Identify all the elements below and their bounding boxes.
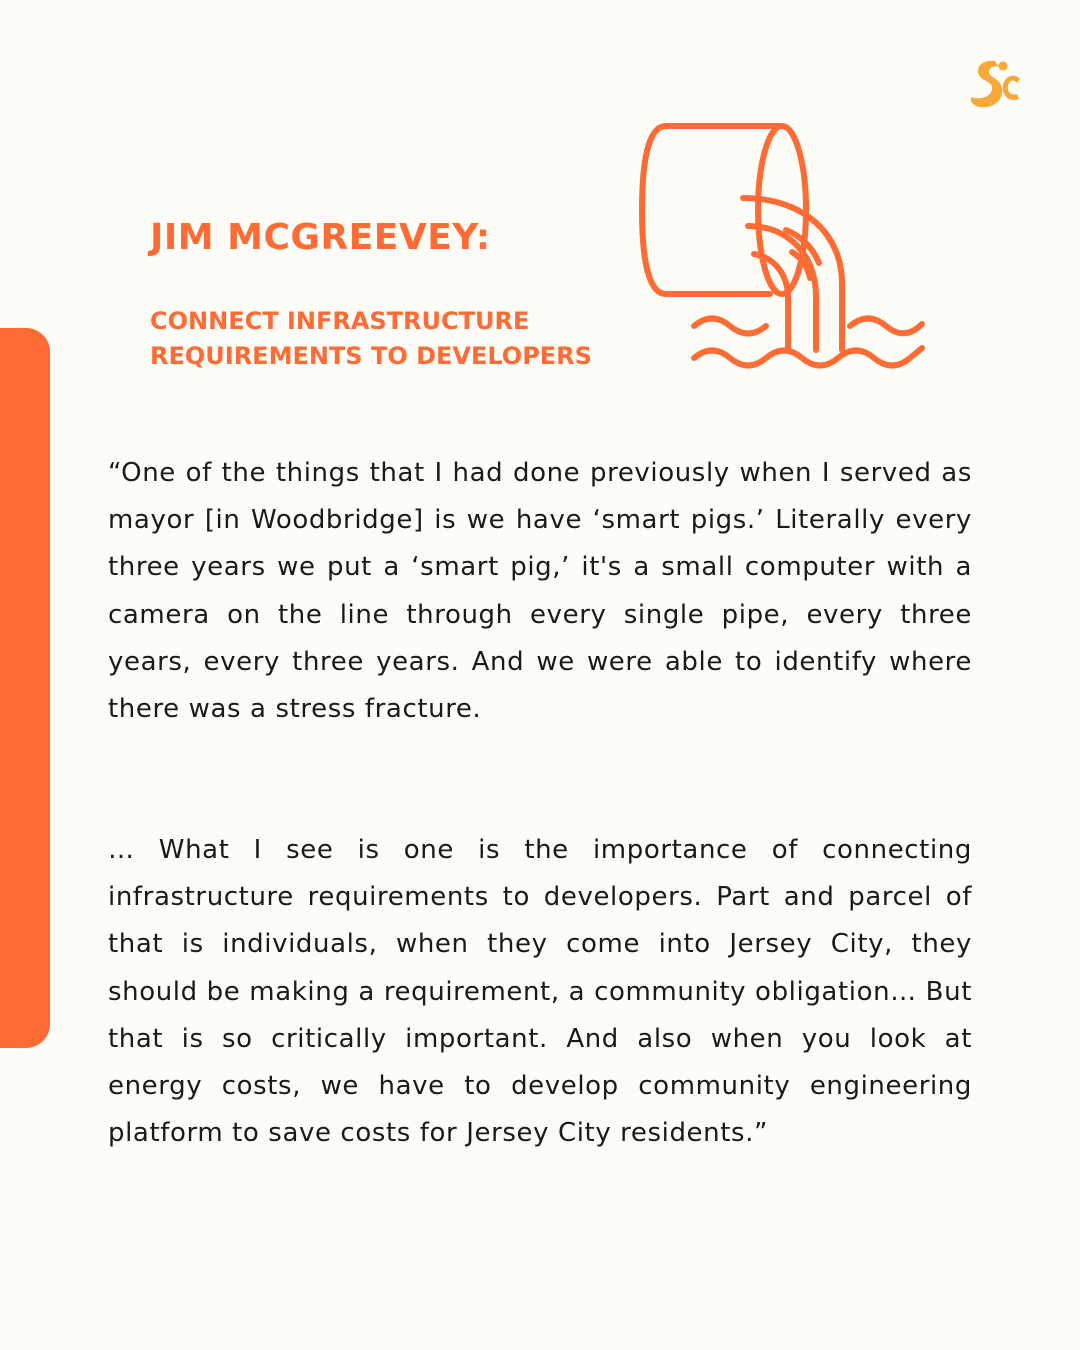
pipe-outflow-icon — [636, 118, 928, 376]
subtitle-line-2: REQUIREMENTS TO DEVELOPERS — [150, 342, 592, 370]
quote-paragraph-2: … What I see is one is the importance of connecting infrastructure requirements to developers. Part and parcel of that is individuals, when they come into Jersey City, they should be making a requirement, a community obligation… But that is so critically important. And also when you look at energy costs, we have to develop community engineering platform to save costs for Jersey City residents.” — [108, 835, 972, 1149]
accent-side-bar — [0, 328, 50, 1048]
brand-logo-icon — [965, 57, 1023, 109]
subtitle-line-1: CONNECT INFRASTRUCTURE — [150, 307, 530, 335]
page-title: JIM MCGREEVEY: — [150, 217, 491, 258]
quote-paragraph-1: “One of the things that I had done previously when I served as mayor [in Woodbridge] is we have ‘smart pigs.’ Literally every three years we put a ‘smart pig,’ it's a small computer with a camera on the line through every single pipe, every three years, every three years. And we were able to identify where there was a stress fracture. — [108, 458, 972, 725]
page-subtitle — [150, 304, 592, 374]
